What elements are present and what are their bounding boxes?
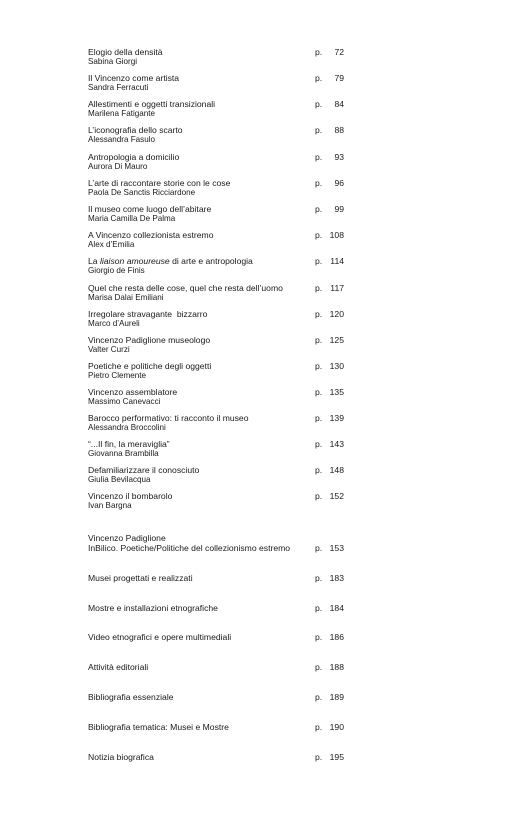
entry-page bbox=[315, 283, 344, 293]
entry-title: Irregolare stravagante bizzarro bbox=[88, 309, 208, 319]
page-prefix: p. bbox=[315, 722, 323, 732]
page-prefix: p. bbox=[315, 573, 323, 583]
entry-page bbox=[315, 47, 344, 57]
toc-entry bbox=[88, 491, 344, 512]
page-prefix: p. bbox=[315, 543, 323, 554]
entry-title: Il Vincenzo come artista bbox=[88, 73, 180, 83]
entry-title: Bibliografia tematica: Musei e Mostre bbox=[88, 722, 229, 732]
toc-entry bbox=[88, 603, 344, 613]
toc-entry bbox=[88, 125, 344, 146]
entry-page bbox=[315, 178, 344, 188]
entry-page bbox=[315, 335, 344, 345]
page-number: 153 bbox=[329, 543, 344, 554]
page-prefix: p. bbox=[315, 204, 323, 214]
toc-entry bbox=[88, 387, 344, 408]
entry-page bbox=[315, 413, 344, 423]
page-number: 93 bbox=[334, 152, 344, 162]
entry-author: Marco d’Aureli bbox=[88, 319, 140, 329]
page-prefix: p. bbox=[315, 125, 323, 135]
entry-author: Marilena Fatigante bbox=[88, 109, 156, 119]
entry-title: L’iconografia dello scarto bbox=[88, 125, 183, 135]
page-prefix: p. bbox=[315, 309, 323, 319]
toc-entry bbox=[88, 722, 344, 732]
page-number: 125 bbox=[329, 335, 344, 345]
entry-page bbox=[315, 152, 344, 162]
entry-page bbox=[315, 361, 344, 371]
entry-author: Valter Curzi bbox=[88, 345, 130, 355]
entry-page bbox=[315, 99, 344, 109]
entry-page bbox=[315, 465, 344, 475]
entry-author: Giulia Bevilacqua bbox=[88, 475, 151, 485]
entry-page bbox=[315, 439, 344, 449]
page-number: 186 bbox=[329, 632, 344, 642]
entry-title: Video etnografici e opere multimediali bbox=[88, 632, 232, 642]
page-prefix: p. bbox=[315, 387, 323, 397]
entry-page bbox=[315, 692, 344, 702]
entry-author: Alessandra Broccolini bbox=[88, 423, 166, 433]
page-number: 120 bbox=[329, 309, 344, 319]
page-prefix: p. bbox=[315, 230, 323, 240]
toc-entry bbox=[88, 361, 344, 382]
entry-page bbox=[315, 722, 344, 732]
page-number: 117 bbox=[330, 283, 344, 293]
page-number: 96 bbox=[334, 178, 344, 188]
toc-entry bbox=[88, 283, 344, 304]
page-number: 108 bbox=[329, 230, 344, 240]
toc-entry bbox=[88, 99, 344, 120]
page-number: 184 bbox=[329, 603, 344, 613]
page-prefix: p. bbox=[315, 439, 323, 449]
entry-page bbox=[315, 632, 344, 642]
page-number: 195 bbox=[329, 752, 344, 762]
entry-author: Maria Camilla De Palma bbox=[88, 214, 176, 224]
entry-author: Alex d’Emilia bbox=[88, 240, 135, 250]
entry-author: Alessandra Fasulo bbox=[88, 135, 156, 145]
page-prefix: p. bbox=[315, 73, 323, 83]
page-prefix: p. bbox=[315, 692, 323, 702]
entry-subtitle: InBilico. Poetiche/Politiche del collezionismo estremo bbox=[88, 543, 291, 554]
entry-title: Notizia biografica bbox=[88, 752, 154, 762]
page-prefix: p. bbox=[315, 335, 323, 345]
entry-author: Marisa Dalai Emiliani bbox=[88, 293, 164, 303]
page-number: 189 bbox=[329, 692, 344, 702]
page-number: 183 bbox=[329, 573, 344, 583]
page-number: 135 bbox=[329, 387, 344, 397]
toc-entry bbox=[88, 573, 344, 583]
entry-title: Antropologia a domicilio bbox=[88, 152, 180, 162]
entry-title: Elogio della densità bbox=[88, 47, 163, 57]
entry-author: Giovanna Brambilla bbox=[88, 449, 159, 459]
page-number: 188 bbox=[329, 662, 344, 672]
entry-title: Vincenzo il bombarolo bbox=[88, 491, 173, 501]
page-prefix: p. bbox=[315, 152, 323, 162]
page-number: 99 bbox=[334, 204, 344, 214]
page-number: 84 bbox=[334, 99, 344, 109]
toc-entry bbox=[88, 204, 344, 225]
toc-entry bbox=[88, 752, 344, 762]
page-number: 139 bbox=[329, 413, 344, 423]
toc-entry bbox=[88, 533, 344, 554]
entry-title-post: di arte e antropologia bbox=[169, 256, 253, 266]
entry-title: Attività editoriali bbox=[88, 662, 149, 672]
entry-title: A Vincenzo collezionista estremo bbox=[88, 230, 214, 240]
entry-title: Quel che resta delle cose, quel che resta dell’uomo bbox=[88, 283, 283, 293]
entry-page bbox=[315, 662, 344, 672]
entry-page bbox=[315, 204, 344, 214]
entry-page bbox=[315, 573, 344, 583]
toc-entry bbox=[88, 692, 344, 702]
entry-title: Allestimenti e oggetti transizionali bbox=[88, 99, 216, 109]
toc-entry bbox=[88, 413, 344, 434]
page-prefix: p. bbox=[315, 256, 323, 266]
page-prefix: p. bbox=[315, 632, 323, 642]
page-prefix: p. bbox=[315, 603, 323, 613]
page-number: 72 bbox=[334, 47, 344, 57]
page-number: 88 bbox=[334, 125, 344, 135]
toc-entry bbox=[88, 73, 344, 94]
entry-author: Giorgio de Finis bbox=[88, 266, 145, 276]
page-prefix: p. bbox=[315, 752, 323, 762]
entry-title: Il museo come luogo dell’abitare bbox=[88, 204, 212, 214]
entry-page bbox=[315, 387, 344, 397]
page-number: 148 bbox=[329, 465, 344, 475]
entry-author: Pietro Clemente bbox=[88, 371, 147, 381]
entry-page bbox=[315, 603, 344, 613]
entry-title: L’arte di raccontare storie con le cose bbox=[88, 178, 231, 188]
page-prefix: p. bbox=[315, 413, 323, 423]
toc-entry bbox=[88, 465, 344, 486]
entry-page bbox=[315, 256, 344, 266]
entry-title: “...Il fin, la meraviglia” bbox=[88, 439, 170, 449]
page-number: 130 bbox=[329, 361, 344, 371]
page-number: 114 bbox=[330, 256, 344, 266]
entry-title: Defamiliarizzare il conosciuto bbox=[88, 465, 200, 475]
toc-entry bbox=[88, 662, 344, 672]
entry-title bbox=[88, 256, 344, 266]
toc-entry bbox=[88, 632, 344, 642]
entry-page bbox=[315, 230, 344, 240]
page-number: 152 bbox=[329, 491, 344, 501]
entry-title: Vincenzo assemblatore bbox=[88, 387, 178, 397]
entry-page bbox=[315, 543, 344, 553]
entry-author: Ivan Bargna bbox=[88, 501, 132, 511]
page-prefix: p. bbox=[315, 465, 323, 475]
page-prefix: p. bbox=[315, 361, 323, 371]
entry-page bbox=[315, 73, 344, 83]
toc-entry bbox=[88, 256, 344, 277]
entry-title: Vincenzo Padiglione museologo bbox=[88, 335, 211, 345]
entry-page bbox=[315, 125, 344, 135]
page-prefix: p. bbox=[315, 283, 323, 293]
page-number: 143 bbox=[329, 439, 344, 449]
page-prefix: p. bbox=[315, 99, 323, 109]
entry-title: Musei progettati e realizzati bbox=[88, 573, 193, 583]
entry-author: Sabina Giorgi bbox=[88, 57, 138, 67]
page-prefix: p. bbox=[315, 662, 323, 672]
toc-entry bbox=[88, 152, 344, 173]
entry-title: Vincenzo Padiglione bbox=[88, 533, 166, 543]
entry-page bbox=[315, 752, 344, 762]
entry-title: Barocco performativo: ti racconto il museo bbox=[88, 413, 249, 423]
page-number: 79 bbox=[334, 73, 344, 83]
toc-entry bbox=[88, 230, 344, 251]
toc-entry bbox=[88, 309, 344, 330]
entry-author: Sandra Ferracuti bbox=[88, 83, 149, 93]
toc-entry bbox=[88, 439, 344, 460]
toc-entry bbox=[88, 47, 344, 68]
page-prefix: p. bbox=[315, 178, 323, 188]
entry-title: Poetiche e politiche degli oggetti bbox=[88, 361, 212, 371]
entry-title: Mostre e installazioni etnografiche bbox=[88, 603, 218, 613]
entry-title-pre: La bbox=[88, 256, 100, 266]
entry-author: Aurora Di Mauro bbox=[88, 162, 148, 172]
page-prefix: p. bbox=[315, 491, 323, 501]
entry-title: Bibliografia essenziale bbox=[88, 692, 174, 702]
entry-title-italic: liaison amoureuse bbox=[99, 256, 170, 266]
entry-page bbox=[315, 491, 344, 501]
toc-entry bbox=[88, 335, 344, 356]
entry-page bbox=[315, 309, 344, 319]
entry-author: Massimo Canevacci bbox=[88, 397, 161, 407]
page-prefix: p. bbox=[315, 47, 323, 57]
page-number: 190 bbox=[329, 722, 344, 732]
entry-author: Paola De Sanctis Ricciardone bbox=[88, 188, 196, 198]
toc-entry bbox=[88, 178, 344, 199]
